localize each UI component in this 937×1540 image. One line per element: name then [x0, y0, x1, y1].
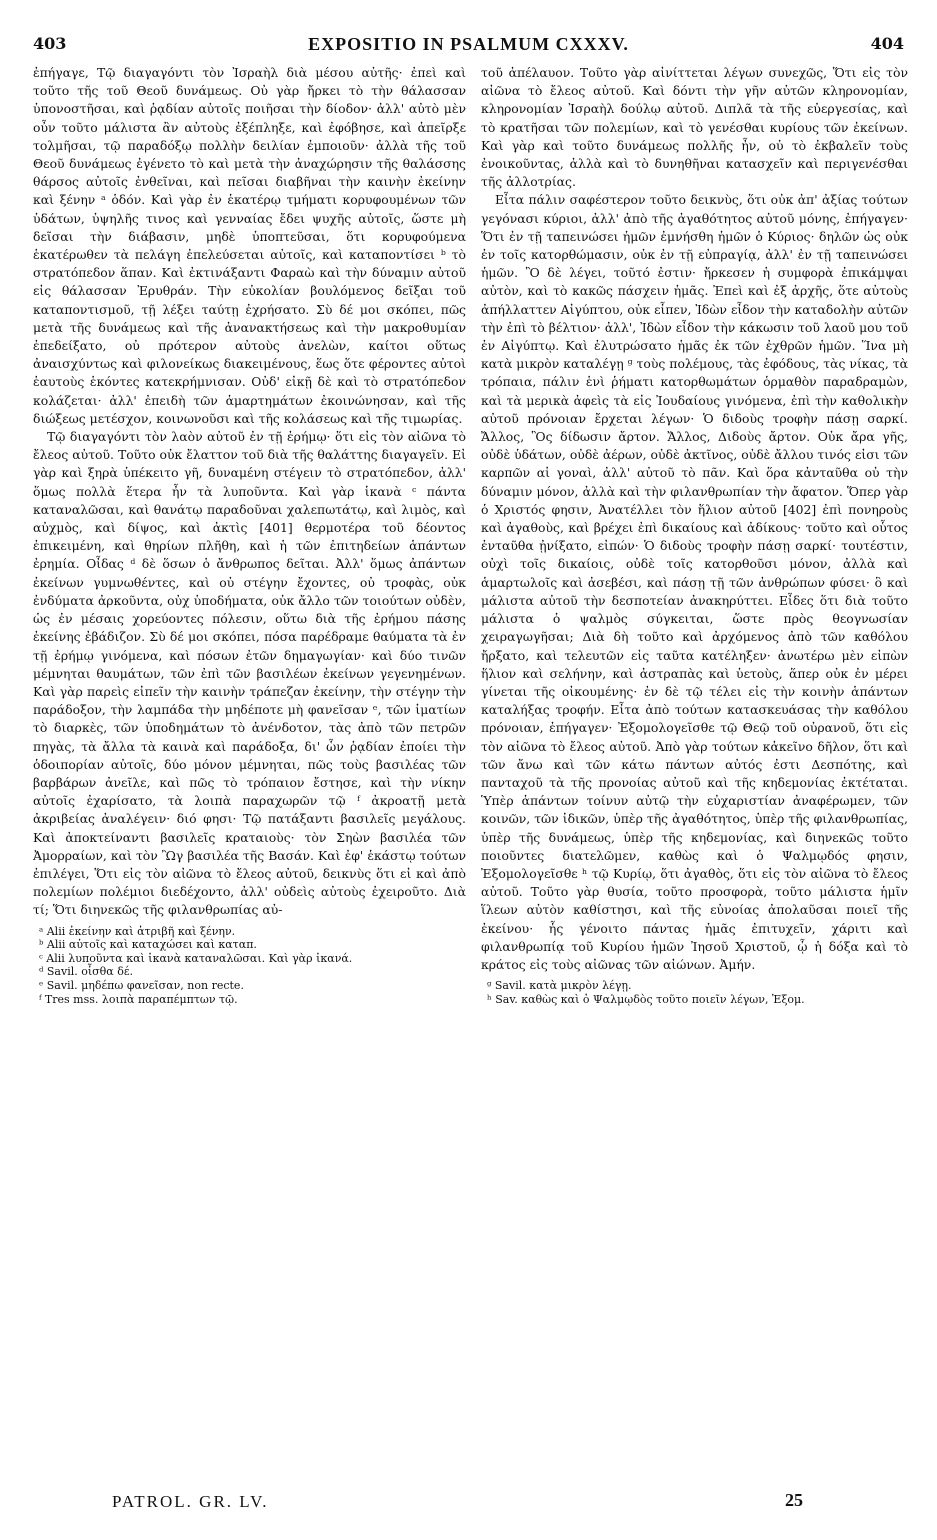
footnote-d: ᵈ Savil. οἶσθα δέ.: [39, 965, 134, 979]
footnote-g: ᵍ Savil. κατὰ μικρὸν λέγῃ.: [487, 979, 632, 993]
footnote-f: ᶠ Tres mss. λοιπὰ παραπέμπτων τῷ.: [39, 992, 238, 1006]
footnote-e: ᵉ Savil. μηδέπω φανεῖσαν, non recte.: [39, 978, 244, 992]
page-number-right: 404: [870, 34, 904, 53]
footnote-a: ᵃ Alii ἐκείνην καὶ ἀτριβῆ καὶ ξένην.: [39, 924, 236, 938]
page-header: [0, 34, 937, 58]
footnote-c: ᶜ Alii λυποῦντα καὶ ἱκανὰ καταναλῶσαι. Καὶ γὰρ ἱκανά.: [39, 951, 353, 965]
footer-collection-label: PATROL. GR. LV.: [112, 1492, 269, 1511]
right-paragraph-2: Εἶτα πάλιν σαφέστερον τοῦτο δεικνὺς, ὅτι οὐκ ἀπ' ἀξίας τούτων γεγόνασι κύριοι, ἀλλ' ἀπὸ τῆς ἀγαθότητος αὐτοῦ μόνης, ἐπήγαγεν· Ὅτι ἐν τῇ ταπεινώσει ἡμῶν ἐμνήσθη ἡμῶν ὁ Κύριος· δηλῶν ὡς οὐκ ἐν τοῖς κατορθώμασιν, οὐκ ἐν τῇ εὐπραγίᾳ, ἀλλ' ἐν τῇ ταπεινώσει ἡμῶν. Ὃ δὲ λέγει, τοῦτό ἐστιν· ἤρκεσεν ἡ συμφορὰ ἐπικάμψαι αὐτὸν, καὶ τὸ κακῶς πάσχειν ἡμᾶς. Ἐπεὶ καὶ ἐξ ἀρχῆς, ὅτε αὐτοὺς ἀπήλλαττεν Αἰγύπτου, οὐκ εἶπεν, Ἰδὼν εἶδον τὴν καταδολὴν αὐτῶν τὴν ἐπὶ τὸ βέλτιον· ἀλλ', Ἰδὼν εἶδον τὴν κάκωσιν τοῦ λαοῦ μου τοῦ ἐν Αἰγύπτῳ. Καὶ ἐλυτρώσατο ἡμᾶς ἐκ τῶν ἐχθρῶν ἡμῶν. Ἵνα μὴ κατὰ μικρὸν καταλέγῃ ᵍ τοὺς πολέμους, τὰς ἐφόδους, τὰς νίκας, τὰ τρόπαια, πάλιν ἑνὶ ῥήματι κατορθωμάτων ὁρμαθὸν παραδραμὼν, καὶ τὰ μερικὰ ἀφεὶς τὰ εἰς Ἰουδαίους γινόμενα, ἐπὶ τὴν καθολικὴν αὐτοῦ πρόνοιαν ἔρχεται λέγων· Ὁ διδοὺς τροφὴν πάσῃ σαρκί. Ἄλλος, Ὃς δίδωσιν ἄρτον. Ἄλλος, Διδοὺς ἄρτον. Οὐκ ἄρα γῆς, οὐδὲ ὑδάτων, οὐδὲ ἀέρων, οὐδὲ ἀκτῖνος, οὐδὲ ἄλλου τινός εἰσι τῶν καρπῶν αἱ γοναὶ, ἀλλ' αὐτοῦ τὸ πᾶν. Καὶ ὅρα κἀνταῦθα οὐ τὴν δύναμιν μόνον, ἀλλὰ καὶ τὴν φιλανθρωπίαν τὴν ἄφατον. Ὅπερ γὰρ ὁ Χριστός φησιν, Ἀνατέλλει τὸν ἥλιον αὐτοῦ [402] ἐπὶ πονηροὺς καὶ ἀγαθοὺς, καὶ βρέχει ἐπὶ δικαίους καὶ ἀδίκους· τοῦτο καὶ οὗτος ἐνταῦθα ᾐνίξατο, εἰπών· Ὁ διδοὺς τροφὴν πάσῃ σαρκί· τουτέστιν, οὐχὶ τοῖς δικαίοις, οὐδὲ τοῖς κατορθοῦσι μόνον, ἀλλὰ καὶ ἁμαρτωλοῖς καὶ ἀσεβέσι, καὶ πάσῃ τῇ τῶν ἀνθρώπων φύσει· ὃ καὶ μάλιστα αὐτοῦ τὴν δεσποτείαν ἀνακηρύττει. Εἶδες ὅτι διὰ τοῦτο μάλιστα ὁ ψαλμὸς σύγκειται, ὥστε πρὸς θεογνωσίαν χειραγωγῆσαι; Διὰ δὴ τοῦτο καὶ ἀρχόμενος ἀπὸ τῶν καθόλου ἤρξατο, καὶ τελευτῶν εἰς ταῦτα κατέληξεν· ἀνωτέρω μὲν εἰπὼν ἥλιον καὶ σελήνην, καὶ ἀστραπὰς καὶ ὑετοὺς, ἅπερ οὐκ ἐν μέρει γίνεται τῆς οἰκουμένης· ἐν δὲ τῷ τέλει εἰς τὴν κοινὴν ἁπάντων καταλήξας τροφήν. Εἶτα ἀπὸ τούτων κατασκευάσας τὴν καθόλου πρόνοιαν, ἐπήγαγεν· Ἐξομολογεῖσθε τῷ Θεῷ τοῦ οὐρανοῦ, ὅτι εἰς τὸν αἰῶνα τὸ ἔλεος αὐτοῦ. Ἀπὸ γὰρ τούτων κἀκεῖνο δῆλον, ὅτι καὶ τῶν ἄνω καὶ τῶν κάτω πάντων αὐτός ἐστι Δεσπότης, καὶ πανταχοῦ τὰ τῆς προνοίας αὐτοῦ καὶ τῆς κηδεμονίας ἐκτέταται. Ὑπὲρ ἁπάντων τοίνυν αὐτῷ τὴν εὐχαριστίαν ἀναφέρωμεν, τῶν κοινῶν, τῶν ἰδικῶν, ὑπὲρ τῆς ἀγαθότητος, ὑπὲρ τῆς φιλανθρωπίας, ὑπὲρ τῆς δυνάμεως, ὑπὲρ τῆς κηδεμονίας, καὶ διηνεκῶς τοῦτο ποιοῦντες διατελῶμεν, καθὼς καὶ ὁ Ψαλμῳδός φησιν, Ἐξομολογεῖσθε ʰ τῷ Κυρίῳ, ὅτι ἀγαθὸς, ὅτι εἰς τὸν αἰῶνα τὸ ἔλεος αὐτοῦ. Τοῦτο γὰρ θυσία, τοῦτο προσφορὰ, τοῦτο μάλιστα ἡμῖν ἵλεων αὐτὸν καθίστησι, καὶ τῆς εὐνοίας ἀπολαῦσαι ποιεῖ τῆς ἐκείνου· ἧς γένοιτο πάντας ἡμᾶς ἐπιτυχεῖν, χάριτι καὶ φιλανθρωπίᾳ τοῦ Κυρίου ἡμῶν Ἰησοῦ Χριστοῦ, ᾧ ἡ δόξα καὶ τὸ κράτος εἰς τοὺς αἰῶνας τῶν αἰώνων. Ἀμήν.: [481, 192, 908, 972]
page-number-left: 403: [33, 34, 67, 53]
left-paragraph-2: Τῷ διαγαγόντι τὸν λαὸν αὐτοῦ ἐν τῇ ἐρήμῳ· ὅτι εἰς τὸν αἰῶνα τὸ ἔλεος αὐτοῦ. Τοῦτο οὐκ ἔλαττον τοῦ διὰ τῆς θαλάττης διαγαγεῖν. Εἰ γὰρ καὶ ξηρὰ ὑπέκειτο γῆ, δυναμένη στέγειν τὸ στρατόπεδον, ἀλλ' ὅμως πολλὰ ἕτερα ἦν τὰ λυποῦντα. Καὶ γὰρ ἱκανὰ ᶜ πάντα καταναλῶσαι, καὶ θανάτῳ παραδοῦναι χαλεπωτάτῳ, καὶ λιμὸς, καὶ αὐχμὸς, καὶ δίψος, καὶ ἀκτὶς [401] θερμοτέρα τοῦ δέοντος ἐπικειμένη, καὶ θηρίων πλῆθη, καὶ ἡ τῶν ἐπιτηδείων ἁπάντων ἐρημία. Οἶδας ᵈ δὲ ὅσων ὁ ἄνθρωπος δεῖται. Ἀλλ' ὅμως ἀπάντων ἐκείνων γυμνωθέντες, καὶ οὐ στέγην ἔχοντες, οὐ τροφὰς, οὐκ ἐνδύματα ἀρκοῦντα, οὐχ ὑποδήματα, οὐκ ἄλλο τῶν τοιούτων οὐδὲν, ὡς ἐν μέσαις χορεύοντες πόλεσιν, οὕτω διὰ τῆς ἐρήμου πάσης ἐκείνης ἐβάδιζον. Σὺ δέ μοι σκόπει, πόσα παρέδραμε θαύματα τὰ ἐν τῇ ἐρήμῳ γινόμενα, καὶ πόσων ἐτῶν δημαγωγίαν· καὶ δύο τινῶν μέμνηται θαυμάτων, τῶν ἐπὶ τῶν βασιλέων ἐκείνων γεγενημένων. Καὶ γὰρ παρεὶς εἰπεῖν τὴν καινὴν τράπεζαν ἐκείνην, τὴν στέγην τὴν παράδοξον, τὴν λαμπάδα τὴν μηδέποτε μὴ φανεῖσαν ᵉ, τῶν ἱματίων τὸ διαρκὲς, τῶν ὑποδημάτων τὸ ἀνένδοτον, τὰς ἀπὸ τῶν πετρῶν πηγὰς, τὰ ἄλλα τὰ καινὰ καὶ παράδοξα, δι' ὧν ῥᾳδίαν ἐποίει τὴν ὁδοιπορίαν αὐτοῖς, δύο μόνον μέμνηται, πῶς τοὺς βασιλέας τῶν βαρβάρων ἀνεῖλε, καὶ πῶς τὸ τρόπαιον ἔστησε, καὶ τὴν νίκην αὐτοῖς ἐχαρίσατο, τὰ λοιπὰ παραχωρῶν τῷ ᶠ ἀκροατῇ μετὰ ἀκριβείας ἀναλέγειν· διό φησι· Τῷ πατάξαντι βασιλεῖς μεγάλους. Καὶ ἀποκτείναντι βασιλεῖς κραταιοὺς· τὸν Σηὼν βασιλέα τῶν Ἀμορραίων, καὶ τὸν Ὢγ βασιλέα τῆς Βασάν. Καὶ ἐφ' ἑκάστῳ τούτων ἐπιλέγει, Ὅτι εἰς τὸν αἰῶνα τὸ ἔλεος αὐτοῦ, δεικνὺς ὅτι εἰ καὶ ἀπὸ πολεμίων πολέμιοι διεδέχοντο, ἀλλ' οὐδεὶς αὐτοὺς ἐχειροῦτο. Διὰ τί; Ὅτι διηνεκῶς τῆς φιλανθρωπίας αὐ-: [33, 429, 466, 918]
running-title: EXPOSITIO IN PSALMUM CXXXV.: [308, 34, 629, 54]
left-paragraph-1: ἐπήγαγε, Τῷ διαγαγόντι τὸν Ἰσραὴλ διὰ μέσου αὐτῆς· ἐπεὶ καὶ τοῦτο τῆς τοῦ Θεοῦ δυνάμεως. Οὐ γὰρ ἤρκει τὸ τὴν θάλασσαν ὑπονοστῆσαι, καὶ ῥᾳδίαν αὐτοῖς ποιῆσαι τὴν δίοδον· ἀλλ' αὐτὸ μὲν οὖν τοῦτο μάλιστα ἂν αὐτοὺς ἐξέπληξε, καὶ ἐφόβησε, καὶ ἀπεῖρξε τολμῆσαι, τῷ παραδόξῳ πολλὴν δειλίαν ἐμποιοῦν· ἀλλὰ τῆς τοῦ Θεοῦ δυνάμεως ἐγένετο τὸ καὶ μετὰ τὴν ἀναχώρησιν τῆς θαλάσσης θάρσος αὐτοῖς ἐνθεῖναι, καὶ πεῖσαι διαβῆναι τὴν καινὴν ἐκείνην καὶ ξένην ᵃ ὁδόν. Καὶ γὰρ ἐν ἑκατέρῳ τμήματι κορυφουμένων τῶν ὑδάτων, ὑψηλῆς τινος καὶ γενναίας ἔδει ψυχῆς αὐτοῖς, ὥστε μὴ δεῖσαι τὴν διάβασιν, μηδὲ ὑποπτεῦσαι, ὅτι κορυφούμενα ἑκατέρωθεν τὰ πελάγη ἐπελεύσεται αὐτοῖς, καὶ καταποντίσει ᵇ τὸ στρατόπεδον ἅπαν. Καὶ ἐκτινάξαντι Φαραὼ καὶ τὴν δύναμιν αὐτοῦ εἰς θάλασσαν Ἐρυθράν. Τὴν εὐκολίαν βουλόμενος δεῖξαι τοῦ καταποντισμοῦ, τῇ λέξει ταύτῃ ἐχρήσατο. Σὺ δέ μοι σκόπει, πῶς μετὰ τῆς δυνάμεως καὶ τῆς ἀνανακτήσεως καὶ τὴν μακροθυμίαν ἐπεδείξατο, οὐ πρότερον αὐτοὺς ἀνελὼν, καίτοι οὕτως ἀναισχύντως καὶ φιλονείκως διακειμένους, ἕως ὅτε φέροντες αὐτοὶ ἑαυτοὺς ἑκόντες κατεκρήμνισαν. Οὐδ' εἰκῇ δὲ καὶ τὸ στρατόπεδον κολάζεται· ἀλλ' ἐπειδὴ τῶν ἁμαρτημάτων ἐκοινώνησαν, καὶ τῆς διώξεως μετέσχον, κοινωνοῦσι καὶ τῆς κολάσεως καὶ τῆς τιμωρίας.: [33, 65, 466, 426]
left-footnotes: [33, 925, 466, 1007]
right-column: [481, 64, 908, 1006]
right-footnotes: [481, 979, 908, 1006]
left-column: [33, 64, 466, 1006]
footer-sheet-number: 25: [785, 1490, 803, 1510]
right-paragraph-1: τοῦ ἀπέλαυον. Τοῦτο γὰρ αἰνίττεται λέγων συνεχῶς, Ὅτι εἰς τὸν αἰῶνα τὸ ἔλεος αὐτοῦ. Καὶ δόντι τὴν γῆν αὐτῶν κληρονομίαν, κληρονομίαν Ἰσραὴλ δούλῳ αὐτοῦ. Διπλᾶ τὰ τῆς εὐεργεσίας, καὶ τὸ κρατῆσαι τῶν πολεμίων, καὶ τὸ γενέσθαι κυρίους τῶν ἐκείνων. Καὶ γὰρ καὶ τοῦτο δυνάμεως πολλῆς ἦν, οὐ τὸ ἐκβαλεῖν τοὺς ἐνοικοῦντας, ἀλλὰ καὶ τὸ δυνηθῆναι κατασχεῖν καὶ περιγενέσθαι τῆς ἀλλοτρίας.: [481, 65, 908, 190]
footnote-b: ᵇ Alii αὐτοῖς καὶ καταχώσει καὶ καταπ.: [39, 938, 257, 952]
footnote-h: ʰ Sav. καθὼς καὶ ὁ Ψαλμῳδὸς τοῦτο ποιεῖν λέγων, Ἐξομ.: [487, 992, 805, 1006]
